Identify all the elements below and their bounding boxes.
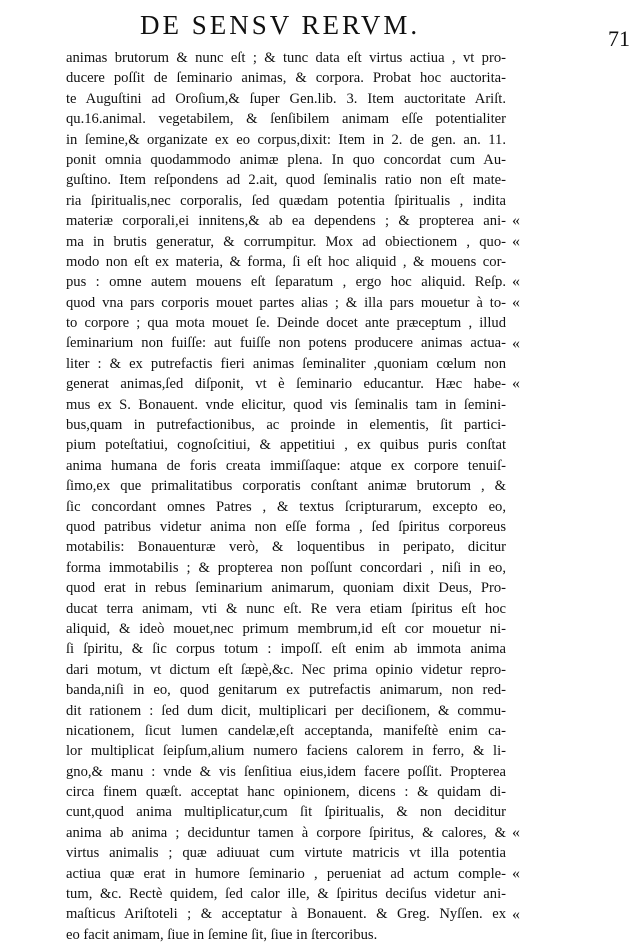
text-line: generat animas,ſed diſponit, vt è ſeminario educantur. Hæc habe- [66, 376, 506, 393]
text-line: to corpore ; qua mota mouet ſe. Deinde docet ante præceptum , illud [66, 315, 506, 332]
text-line: tum, &c. Rectè quidem, ſed calor ille, & ſpiritus deciſus videtur ani- [66, 886, 506, 903]
text-line: cunt,quod anima multiplicatur,cum ſit ſpiritualis, & non deciditur [66, 804, 506, 821]
margin-quote-mark: « [512, 824, 520, 842]
text-line: forma immotabilis ; & propterea non poſſunt concordari , niſi in eo, [66, 559, 506, 576]
text-line: eo facit animam, ſiue in ſemine ſit, ſiue in ſtercoribus. [66, 926, 378, 943]
text-line: anima ab anima ; deciduntur tamen à corpore ſpiritus, & calores, & [66, 824, 506, 841]
text-line: te Auguſtini ad Oroſium,& ſuper Gen.lib. 3. Item auctoritate Ariſt. [66, 90, 506, 107]
text-line: dari motum, vt dictum eſt ſæpè,&c. Nec prima opinio videtur repro- [66, 661, 506, 678]
text-line: nicationem, ſicut lumen candelæ,eſt acceptanda, manifeſtè enim ca- [66, 722, 506, 739]
margin-quote-mark: « [512, 905, 520, 923]
text-line: ſic concordant omnes Patres , & textus ſcripturarum, excepto eo, [66, 498, 506, 515]
margin-quote-mark: « [512, 212, 520, 230]
text-line: virtus animalis ; quæ adiuuat cum virtute matricis vt illa potentia [66, 845, 506, 862]
text-line: motabilis: Bonauenturæ verò, & loquentibus in peripato, dicitur [66, 539, 506, 556]
text-line: circa finem quæſt. acceptat hanc opinionem, dicens : & quidam di- [66, 784, 506, 801]
margin-quote-mark: « [512, 273, 520, 291]
text-line: liter : & ex putrefactis fieri animas ſeminaliter ,quoniam cœlum non [66, 355, 506, 372]
text-line: animas brutorum & nunc eſt ; & tunc data eſt virtus actiua , vt pro- [66, 50, 506, 66]
text-line: gno,& manu : vnde & vis ſenſitiua eius,idem facere poſſit. Propterea [66, 763, 506, 780]
text-line: materiæ corporali,ei innitens,& ab ea dependens ; & propterea ani- [66, 213, 506, 230]
text-line: lor multiplicat ſeipſum,alium numero faciens calorem in ferro, & li- [66, 743, 506, 760]
text-line: ria ſpiritualis,nec corporalis, ſed quædam potentia ſpiritualis , indita [66, 192, 506, 209]
text-line: ducat terra animam, vti & nunc eſt. Re vera etiam ſpiritus eſt hoc [66, 600, 506, 617]
text-line: pus : omne autem mouens eſt ſeparatum , ergo hoc aliquid. Reſp. [66, 274, 506, 291]
margin-quote-mark: « [512, 375, 520, 393]
text-line: guſtino. Item reſpondens ad 2.ait, quod ſeminalis ratio non eſt mate- [66, 172, 506, 189]
page-number: 71 [608, 26, 630, 51]
margin-quote-mark: « [512, 293, 520, 311]
text-line: ma in brutis generatur, & corrumpitur. Mox ad obiectionem , quo- [66, 233, 506, 250]
page-header [140, 10, 630, 51]
text-line: in ſemine,& organizate ex eo corpus,dixit: Item in 2. de gen. an. 11. [66, 131, 506, 148]
text-line: ſeminarium non fuiſſe: aut fuiſſe non potens producere animas actua- [66, 335, 506, 352]
text-line: mus ex S. Bonauent. vnde elicitur, quod vis ſeminalis tam in ſemini- [66, 396, 506, 413]
text-line: actiua quæ erat in humore ſeminario , perueniat ad actum comple- [66, 865, 506, 882]
text-line: quod vna pars corporis mouet partes alias ; & illa pars mouetur à to- [66, 294, 506, 311]
text-line: dit rationem : ſed dum dicit, multiplicari per deciſionem, & commu- [66, 702, 506, 719]
text-line: quod erat in rebus ſeminarium animarum, quoniam dixit Deus, Pro- [66, 580, 506, 597]
text-line: maſticus Ariſtoteli ; & acceptatur à Bonauent. & Greg. Nyſſen. ex [66, 906, 506, 923]
text-line: qu.16.animal. vegetabilem, & ſenſibilem animam eſſe potentialiter [66, 111, 506, 128]
text-line: ducere poſſit de ſeminario animas, & corpora. Probat hoc auctorita- [66, 70, 506, 87]
body-text [66, 48, 506, 945]
margin-quote-mark: « [512, 334, 520, 352]
text-line: ſi ſpiritu, & ſic corpus totum : impoſſ. eſt enim ab immota anima [66, 641, 506, 658]
text-line: banda,niſi in eo, quod genitarum ex putrefactis animarum, non red- [66, 682, 506, 699]
running-title: DE SENSV RERVM. [140, 10, 421, 40]
text-line: quod patribus videtur anima non eſſe forma , ſed ſpiritus corporeus [66, 518, 506, 535]
text-line: ſimo,ex que primalitatibus corporatis conſtant animæ brutorum , & [66, 478, 506, 495]
margin-quote-mark: « [512, 232, 520, 250]
text-line: aliquid, & ideò mouet,nec primum membrum,id eſt cor mouetur ni- [66, 620, 506, 637]
text-line: ponit omnia quodammodo animæ plena. In quo concordat cum Au- [66, 151, 506, 168]
text-line: pium poteſtatiui, cognoſcitiui, & appetitiui , ex quibus puris conſtat [66, 437, 506, 454]
margin-quote-mark: « [512, 865, 520, 882]
text-line: anima humana de foris creata immiſſaque: atque ex corpore tenuiſ- [66, 457, 506, 474]
text-line: bus,quam in putrefactionibus, ac proinde in elementis, ſit partici- [66, 417, 506, 434]
text-line: modo non eſt ex materia, & forma, ſi eſt hoc aliquid , & mouens cor- [66, 253, 506, 270]
